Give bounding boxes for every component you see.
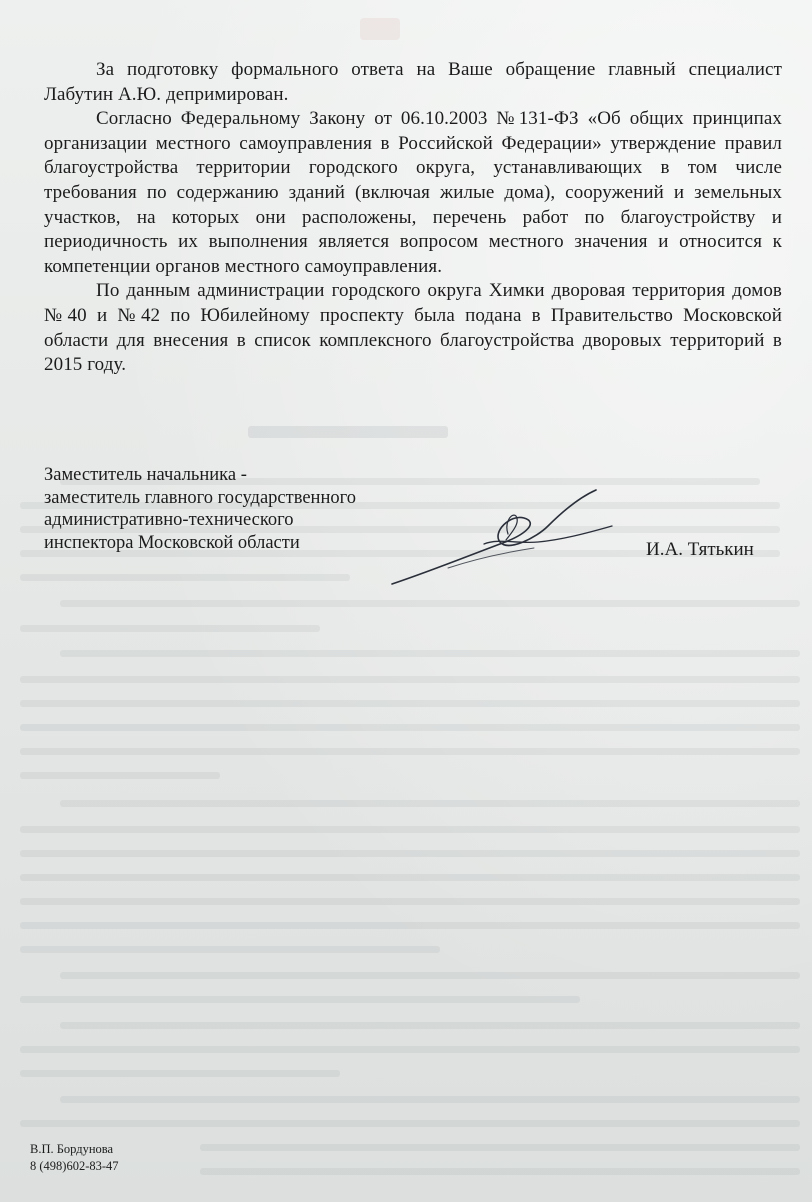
bleed-through-heading bbox=[248, 426, 448, 438]
signer-position-line: заместитель главного государственного bbox=[44, 487, 356, 508]
signer-position-line: Заместитель начальника - bbox=[44, 465, 247, 485]
letter-body bbox=[44, 58, 782, 378]
paragraph-khimki-territory: По данным администрации городского округа Химки дворовая территория домов №40 и №42 по Юбилейному проспекту была подана в Правительство Московской области для внесения в список комплексного благоустройства дворовых территорий в 2015 году. bbox=[44, 280, 782, 376]
signer-position-line: административно-технического bbox=[44, 510, 294, 531]
handwritten-signature bbox=[388, 482, 616, 588]
paragraph-federal-law: Согласно Федеральному Закону от 06.10.2003 №131-ФЗ «Об общих принципах организации местного самоуправления в Российской Федерации» утверждение правил благоустройства территории городского округа, устанавливающих в том числе требования по содержанию зданий (включая жилые дома), сооружений и земельных участков, на которых они расположены, перечень работ по благоустройству и периодичность их выполнения является вопросом местного значения и относится к компетенции органов местного самоуправления. bbox=[44, 108, 782, 277]
signer-name: И.А. Тятькин bbox=[646, 539, 754, 560]
executor-phone: 8 (498)602-83-47 bbox=[30, 1159, 119, 1173]
signer-position-line: инспектора Московской области bbox=[44, 532, 300, 553]
faint-stamp-mark bbox=[360, 18, 400, 40]
executor-name: В.П. Бордунова bbox=[30, 1142, 114, 1156]
executor-contact bbox=[30, 1141, 119, 1175]
paragraph-deprivation: За подготовку формального ответа на Ваше обращение главный специалист Лабутин А.Ю. депримирован. bbox=[44, 59, 782, 105]
